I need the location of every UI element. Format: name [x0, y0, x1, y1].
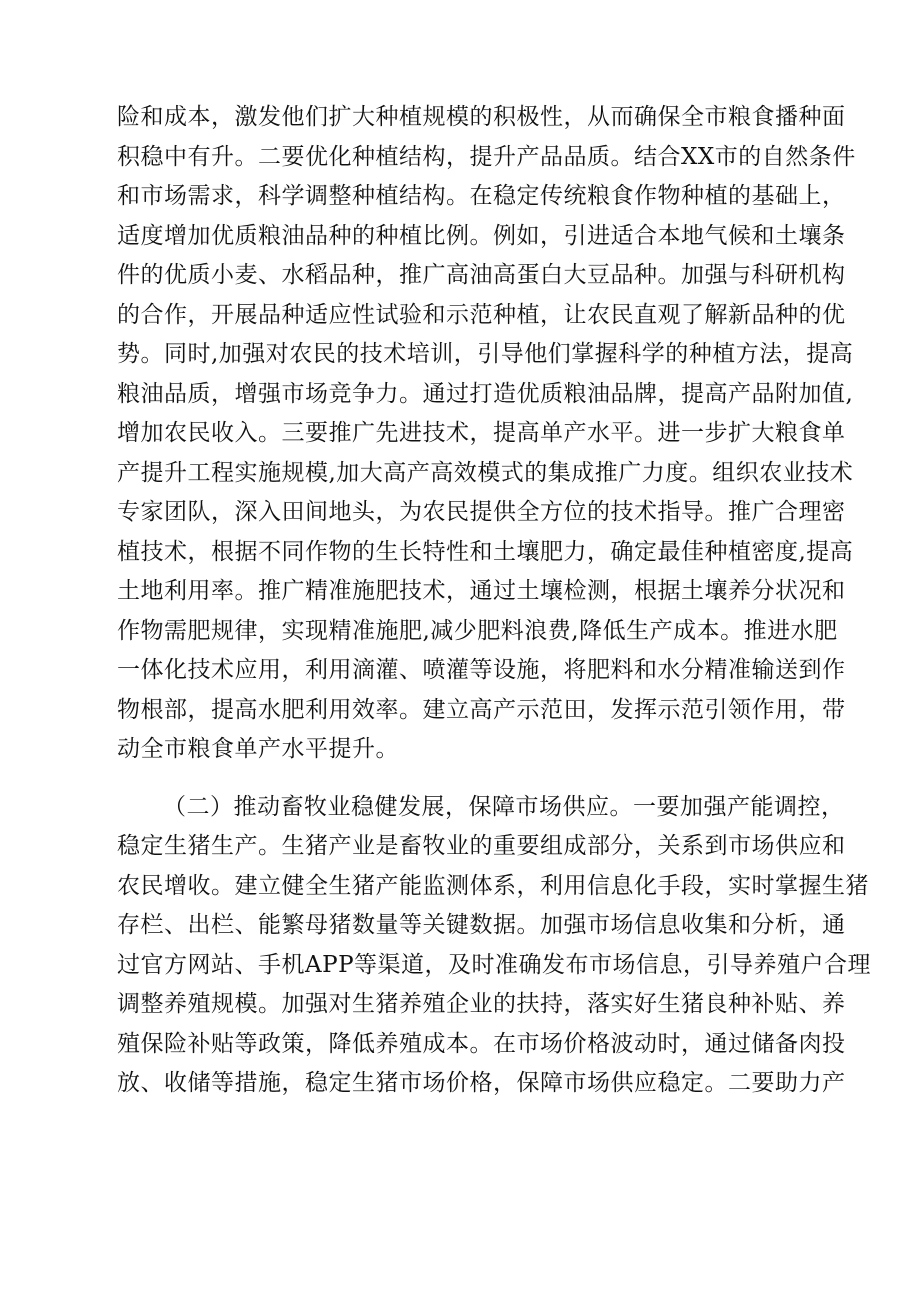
- text-line: 和市场需求，科学调整种植结构。在稳定传统粮食作物种植的基础上，: [117, 183, 846, 209]
- text-line: 专家团队，深入田间地头，为农民提供全方位的技术指导。推广合理密: [117, 499, 846, 525]
- text-line: 调整养殖规模。加强对生猪养殖企业的扶持，落实好生猪良种补贴、养: [117, 991, 846, 1017]
- text-line: 放、收储等措施，稳定生猪市场价格，保障市场供应稳定。二要助力产: [117, 1070, 846, 1096]
- paragraph-gap: [117, 770, 837, 788]
- text-line: 险和成本，激发他们扩大种植规模的积极性，从而确保全市粮食播种面: [117, 104, 846, 130]
- text-line: 土地利用率。推广精准施肥技术，通过土壤检测，根据土壤养分状况和: [117, 578, 846, 604]
- paragraph-1: [117, 98, 856, 770]
- text-line: 产提升工程实施规模,加大高产高效模式的集成推广力度。组织农业技术: [117, 459, 854, 486]
- text-line: 存栏、出栏、能繁母猪数量等关键数据。加强市场信息收集和分析，通: [117, 912, 846, 938]
- text-line: 农民增收。建立健全生猪产能监测体系，利用信息化手段，实时掌握生猪: [117, 872, 869, 899]
- text-line: 粮油品质，增强市场竞争力。通过打造优质粮油品牌，提高产品附加值,: [117, 380, 854, 407]
- text-line: 物根部，提高水肥利用效率。建立高产示范田，发挥示范引领作用，带: [117, 696, 846, 723]
- text-line: 动全市粮食单产水平提升。: [117, 736, 399, 762]
- text-line: （二）推动畜牧业稳健发展，保障市场供应。一要加强产能调控，: [163, 793, 845, 820]
- text-line: 殖保险补贴等政策，降低养殖成本。在市场价格波动时，通过储备肉投: [117, 1030, 846, 1057]
- text-line: 稳定生猪生产。生猪产业是畜牧业的重要组成部分，关系到市场供应和: [117, 833, 846, 859]
- text-line: 增加农民收入。三要推广先进技术，提高单产水平。进一步扩大粮食单: [117, 420, 846, 446]
- text-line: 件的优质小麦、水稻品种，推广高油高蛋白大豆品种。加强与科研机构: [117, 262, 846, 288]
- text-line: 积稳中有升。二要优化种植结构，提升产品品质。结合XX市的自然条件: [117, 143, 856, 170]
- text-line: 作物需肥规律，实现精准施肥,减少肥料浪费,降低生产成本。推进水肥: [117, 617, 838, 644]
- text-line: 势。同时,加强对农民的技术培训，引导他们掌握科学的种植方法，提高: [117, 341, 854, 367]
- paragraph-2: [117, 788, 872, 1104]
- text-line: 的合作，开展品种适应性试验和示范种植，让农民直观了解新品种的优: [117, 301, 846, 328]
- text-line: 过官方网站、手机APP等渠道，及时准确发布市场信息，引导养殖户合理: [117, 951, 872, 978]
- text-line: 一体化技术应用，利用滴灌、喷灌等设施，将肥料和水分精准输送到作: [117, 657, 846, 683]
- text-line: 植技术，根据不同作物的生长特性和土壤肥力，确定最佳种植密度,提高: [117, 538, 854, 565]
- document-body: [117, 98, 872, 1104]
- text-line: 适度增加优质粮油品种的种植比例。例如，引进适合本地气候和土壤条: [117, 222, 846, 249]
